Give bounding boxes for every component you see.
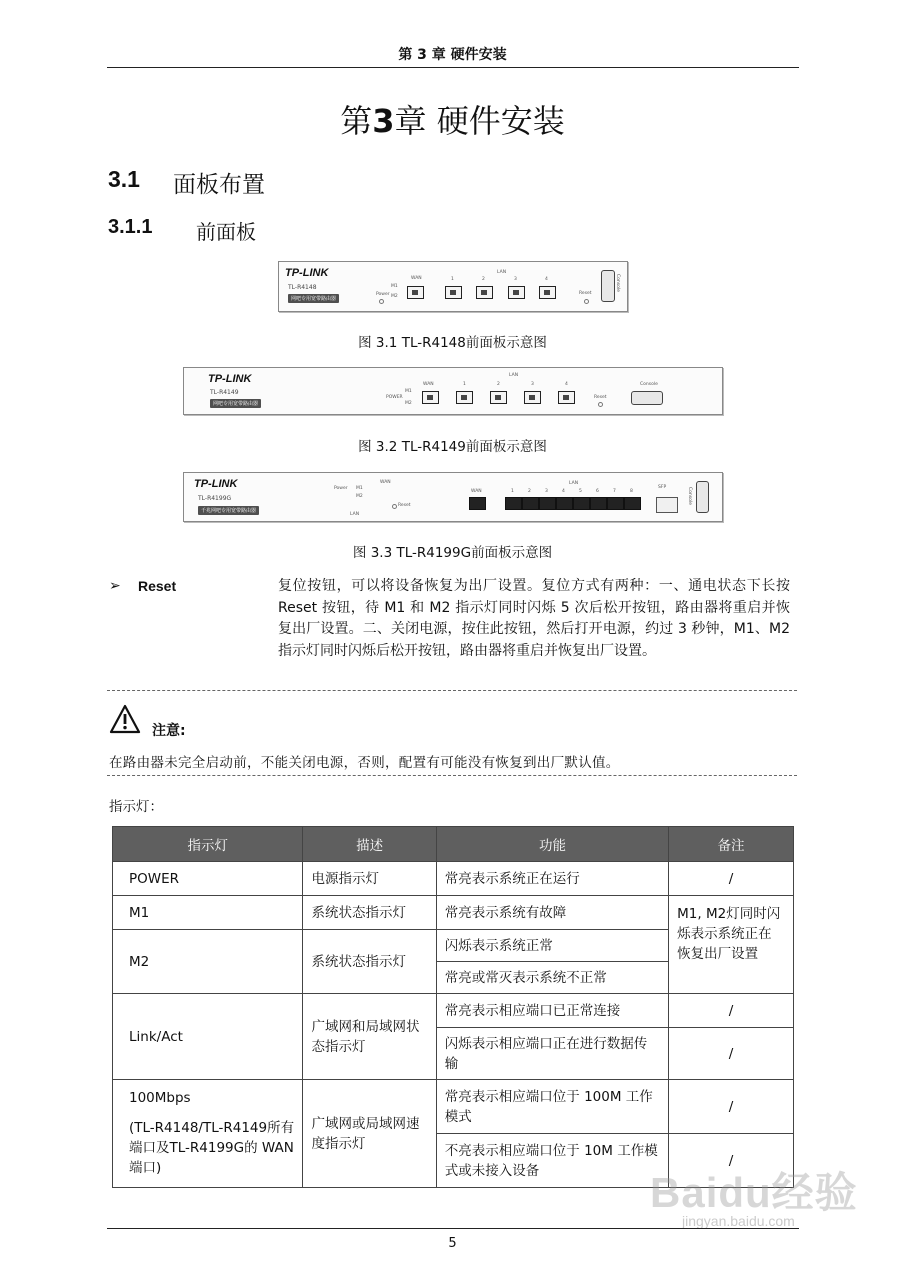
reset-label-small: Reset <box>398 503 411 508</box>
m2-label: M2 <box>405 401 412 406</box>
section-number: 3.1 <box>108 166 140 192</box>
figure-r4199g-panel <box>183 472 723 522</box>
column-header: 指示灯 <box>113 827 303 862</box>
m1-label: M1 <box>405 389 412 394</box>
speed-led-detail: (TL-R4148/TL-R4149所有端口及TL-R4199G的 WAN 端口) <box>129 1120 295 1176</box>
brand-logo: TP-LINK <box>194 478 238 490</box>
lan-port-4-label: 4 <box>562 489 565 494</box>
lan-port-7-label: 7 <box>613 489 616 494</box>
subsection-number: 3.1.1 <box>108 216 153 238</box>
wan-label: WAN <box>423 382 434 387</box>
column-header: 描述 <box>303 827 436 862</box>
lan-label: LAN <box>497 270 507 275</box>
led-intro: 指示灯： <box>109 799 163 815</box>
lan-port-3-label: 3 <box>545 489 548 494</box>
lan-port-1 <box>505 497 522 510</box>
console-label: Console <box>640 382 658 387</box>
table-cell: 电源指示灯 <box>303 862 436 896</box>
series-tag: 网吧专用宽带路由器 <box>210 399 261 408</box>
m2-label: M2 <box>391 294 398 299</box>
table-cell: 不亮表示相应端口位于 10M 工作模式或未接入设备 <box>436 1134 668 1188</box>
model-label: TL-R4148 <box>288 284 317 291</box>
lan-port-3-label: 3 <box>531 382 534 387</box>
reset-button <box>598 402 603 407</box>
led-table <box>112 826 794 1188</box>
sfp-label: SFP <box>658 485 667 490</box>
lan-port-4 <box>556 497 573 510</box>
chapter-number: 3 <box>372 102 395 140</box>
reset-button <box>584 299 589 304</box>
lan-port-1 <box>445 286 462 299</box>
reset-term: Reset <box>138 578 177 594</box>
lan-port-3 <box>508 286 525 299</box>
warning-triangle-icon <box>109 704 141 734</box>
console-label: Console <box>687 487 692 505</box>
table-cell: / <box>669 862 794 896</box>
lan-port-6-label: 6 <box>596 489 599 494</box>
table-cell: / <box>669 1028 794 1080</box>
watermark-brand: Baidu经验 <box>650 1169 858 1216</box>
lan-port-4 <box>558 391 575 404</box>
m1-label: M1 <box>391 284 398 289</box>
figure-r4148-panel <box>278 261 628 312</box>
table-row <box>113 994 794 1028</box>
lan-port-3-label: 3 <box>514 277 517 282</box>
lan-port-5 <box>573 497 590 510</box>
series-tag: 网吧专用宽带路由器 <box>288 294 339 303</box>
header-rule <box>107 67 799 68</box>
lan-port-8-label: 8 <box>630 489 633 494</box>
lan-port-4-label: 4 <box>545 277 548 282</box>
table-cell: 常亮或常灭表示系统不正常 <box>436 962 668 994</box>
subsection-title: 前面板 <box>196 220 256 244</box>
brand-logo: TP-LINK <box>285 267 329 279</box>
note-bottom-divider <box>107 775 797 776</box>
table-cell: 闪烁表示相应端口正在进行数据传输 <box>436 1028 668 1080</box>
table-header-row <box>113 827 794 862</box>
table-cell: / <box>669 1134 794 1188</box>
chapter-prefix: 第 <box>340 102 373 140</box>
wan-label: WAN <box>411 276 422 281</box>
console-port <box>696 481 709 513</box>
column-header: 备注 <box>669 827 794 862</box>
figure-3-1-caption: 图 3.1 TL-R4148前面板示意图 <box>358 335 547 351</box>
table-cell: 常亮表示系统有故障 <box>436 896 668 930</box>
lan-port-2 <box>490 391 507 404</box>
brand-logo: TP-LINK <box>208 373 252 385</box>
lan-port-3 <box>524 391 541 404</box>
wan-label: WAN <box>471 489 482 494</box>
lan-port-1-label: 1 <box>463 382 466 387</box>
power-label: Power <box>376 292 390 297</box>
power-label: Power <box>334 486 348 491</box>
model-label: TL-R4149 <box>210 389 239 396</box>
table-row <box>113 862 794 896</box>
wan-port <box>422 391 439 404</box>
lan-led-label: LAN <box>350 512 360 517</box>
table-cell: / <box>669 1080 794 1134</box>
console-port <box>631 391 663 405</box>
lan-port-2 <box>522 497 539 510</box>
figure-3-3-caption: 图 3.3 TL-R4199G前面板示意图 <box>352 545 553 561</box>
lan-port-1-label: 1 <box>451 277 454 282</box>
note-label: 注意: <box>152 723 186 739</box>
chapter-title <box>0 96 905 142</box>
speed-led-name: 100Mbps <box>129 1090 191 1106</box>
m2-label: M2 <box>356 494 363 499</box>
table-row <box>113 896 794 930</box>
table-cell: M1, M2灯同时闪烁表示系统正在恢复出厂设置 <box>669 896 794 994</box>
lan-label: LAN <box>509 373 519 378</box>
model-label: TL-R4199G <box>198 495 232 502</box>
table-cell: 广域网或局域网速度指示灯 <box>303 1080 436 1188</box>
table-cell: 系统状态指示灯 <box>303 896 436 930</box>
table-cell: 系统状态指示灯 <box>303 930 436 994</box>
reset-label-small: Reset <box>579 291 592 296</box>
console-port <box>601 270 615 302</box>
bullet-arrow-icon: ➢ <box>109 578 121 594</box>
lan-port-2-label: 2 <box>497 382 500 387</box>
table-cell: Link/Act <box>113 994 303 1080</box>
table-cell: 常亮表示相应端口已正常连接 <box>436 994 668 1028</box>
table-cell <box>113 1080 303 1188</box>
power-led <box>379 299 384 304</box>
reset-button <box>392 504 397 509</box>
table-row <box>113 1080 794 1134</box>
reset-description: 复位按钮，可以将设备恢复为出厂设置。复位方式有两种：一、通电状态下长按 Reset 按钮，待 M1 和 M2 指示灯同时闪烁 5 次后松开按钮，路由器将重启并恢复出厂设置。二、关闭电源，按住此按钮，然后打开电源，约过 3 秒钟，M1、M2 指示灯同时闪烁后松开按钮，路由器将重启并恢复出厂设置。 <box>278 578 790 659</box>
lan-port-8 <box>624 497 641 510</box>
console-label: Console <box>615 274 620 292</box>
footer-rule <box>107 1228 799 1229</box>
series-tag: 千兆网吧专用宽带路由器 <box>198 506 259 515</box>
table-cell: POWER <box>113 862 303 896</box>
table-cell: M2 <box>113 930 303 994</box>
lan-port-1-label: 1 <box>511 489 514 494</box>
table-cell: / <box>669 994 794 1028</box>
lan-port-2-label: 2 <box>482 277 485 282</box>
chapter-suffix: 章 硬件安装 <box>394 102 565 140</box>
table-cell: 闪烁表示系统正常 <box>436 930 668 962</box>
power-label: POWER <box>386 395 403 400</box>
page-number: 5 <box>448 1236 457 1251</box>
note-top-divider <box>107 690 797 691</box>
lan-port-2-label: 2 <box>528 489 531 494</box>
section-title: 面板布置 <box>173 172 265 198</box>
figure-r4149-panel <box>183 367 723 415</box>
lan-port-2 <box>476 286 493 299</box>
note-text: 在路由器未完全启动前，不能关闭电源，否则，配置有可能没有恢复到出厂默认值。 <box>109 755 620 771</box>
lan-port-7 <box>607 497 624 510</box>
reset-label-small: Reset <box>594 395 607 400</box>
lan-port-3 <box>539 497 556 510</box>
table-cell: 常亮表示相应端口位于 100M 工作模式 <box>436 1080 668 1134</box>
table-cell: 常亮表示系统正在运行 <box>436 862 668 896</box>
lan-port-4 <box>539 286 556 299</box>
table-cell: M1 <box>113 896 303 930</box>
wan-led-label: WAN <box>380 480 391 485</box>
m1-label: M1 <box>356 486 363 491</box>
watermark-url: jingyan.baidu.com <box>682 1213 795 1229</box>
lan-label: LAN <box>569 481 579 486</box>
wan-port <box>469 497 486 510</box>
wan-port <box>407 286 424 299</box>
lan-port-6 <box>590 497 607 510</box>
column-header: 功能 <box>436 827 668 862</box>
lan-port-1 <box>456 391 473 404</box>
running-header: 第 3 章 硬件安装 <box>398 47 507 63</box>
figure-3-2-caption: 图 3.2 TL-R4149前面板示意图 <box>358 439 547 455</box>
sfp-slot <box>656 497 678 513</box>
lan-port-5-label: 5 <box>579 489 582 494</box>
lan-port-4-label: 4 <box>565 382 568 387</box>
table-cell: 广域网和局域网状态指示灯 <box>303 994 436 1080</box>
